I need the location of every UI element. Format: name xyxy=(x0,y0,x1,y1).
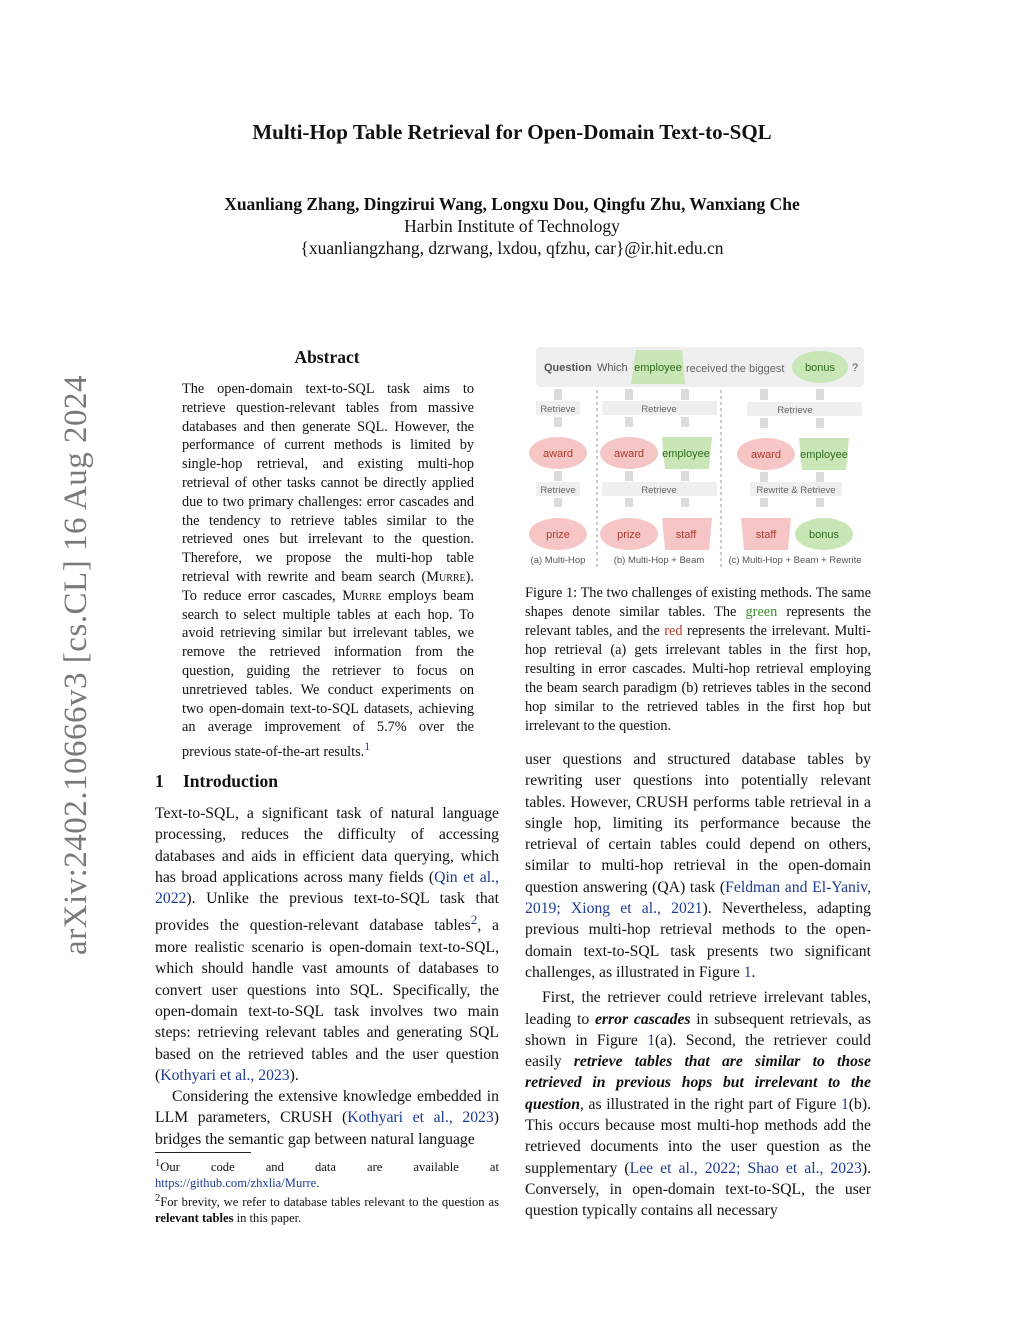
paragraph: Considering the extensive knowledge embedded in LLM parameters, CRUSH (Kothyari et al., 2023) bridges the semantic gap between natural language xyxy=(155,1088,499,1148)
figure-1 xyxy=(525,340,875,570)
method-name: Murre xyxy=(342,587,382,604)
abstract-body: The open-domain text-to-SQL task aims to retrieve question-relevant tables from massive databases and then generate SQL. However, the performance of current methods is limited by single-hop retrieval, and existing multi-hop retrieval of other tasks cannot be directly applied due to two primary challenges: error cascades and the tendency to retrieve tables similar to the retrieved ones but irrelevant to the question. Therefore, we propose the multi-hop table retrieval with rewrite and beam search (Murre). To reduce error cascades, Murre employs beam search to select multiple tables at each hop. To avoid retrieving similar but irrelevant tables, we remove the retrieved information from the question, guiding the retriever to focus on unretrieved tables. We conduct experiments on two open-domain text-to-SQL datasets, achieving an average improvement of 5.7% over the previous state-of-the-art results.$^1$ xyxy=(182,381,474,760)
svg-text:prize: prize xyxy=(617,529,641,541)
svg-text:Retrieve: Retrieve xyxy=(641,485,677,496)
subfigure-label-a: (a) Multi-Hop xyxy=(530,555,586,566)
paragraph: Text-to-SQL, a significant task of natural language processing, reduces the difficulty of accessing databases and aids in efficient data querying, which has broad applications across many fields (Qin et al., 2022). Unlike the previous text-to-SQL task that provides the question-relevant database tables$^2$, a more realistic scenario is open-domain text-to-SQL, which should handle vast amounts of databases to convert user questions into SQL. Specifically, the open-domain text-to-SQL task involves two main steps: retrieving relevant tables and generating SQL based on the retrieved tables and the user question (Kothyari et al., 2023). xyxy=(155,805,500,1084)
footnote-1: $^1$Our code and data are available at https://github.com/zhxlia/Murre. xyxy=(155,1158,499,1191)
footnote-divider xyxy=(155,1152,251,1153)
citation-link[interactable]: Kothyari et al., 2023 xyxy=(160,1066,290,1084)
figure-ref-link[interactable]: 1 xyxy=(647,1031,656,1049)
question-employee: employee xyxy=(634,362,682,374)
citation-link[interactable]: Qin et al., 2022 xyxy=(155,868,499,908)
paragraph: First, the retriever could retrieve irrelevant tables, leading to error cascades in subsequent retrievals, as shown in Figure 1(a). Second, the retriever could easily retrieve tables that are similar to those retrieved in previous hops but irrelevant to the question, as illustrated in the right part of Figure 1(b). This occurs because most multi-hop methods add the retrieved documents into the user question as the supplementary (Lee et al., 2022; Shao et al., 2023). Conversely, in open-domain text-to-SQL, the user question typically contains all necessary xyxy=(525,989,872,1220)
footnote-2: $^2$For brevity, we refer to database tables relevant to the question as relevant tables in this paper. xyxy=(155,1193,499,1226)
question-mark: ? xyxy=(852,362,859,374)
arrows-row-4 xyxy=(554,498,824,507)
abstract-heading: Abstract xyxy=(294,347,360,367)
code-link[interactable]: https://github.com/zhxlia/Murre xyxy=(155,1176,317,1191)
svg-text:award: award xyxy=(751,449,781,461)
method-name: Murre xyxy=(426,568,466,585)
citation-link[interactable]: Feldman and El-Yaniv, 2019; Xiong et al., 2021 xyxy=(525,878,871,918)
svg-text:Retrieve: Retrieve xyxy=(540,404,576,415)
figure-ref-link[interactable]: 1 xyxy=(840,1095,849,1113)
right-column-body xyxy=(525,749,871,1222)
question-word: Which xyxy=(597,362,628,374)
svg-text:Rewrite & Retrieve: Rewrite & Retrieve xyxy=(756,485,836,496)
figure-1-caption: Figure 1: The two challenges of existing methods. The same shapes denote similar tables. The green represents the relevant tables, and the red represents the irrelevant. Multi-hop retrieval (a) gets irrelevant tables in the first hop, resulting in error cascades. Multi-hop retrieval employing the beam search paradigm (b) retrieves tables in the second hop similar to the retrieved tables in the first hop but irrelevant to the question. xyxy=(525,585,871,734)
svg-text:Retrieve: Retrieve xyxy=(641,404,677,415)
svg-text:staff: staff xyxy=(755,529,777,541)
citation-link[interactable]: Kothyari et al., 2023 xyxy=(347,1109,494,1127)
introduction-body xyxy=(155,803,499,1150)
figure-ref-link[interactable]: 1 xyxy=(743,963,752,981)
svg-text:Retrieve: Retrieve xyxy=(777,405,813,416)
affiliation: Harbin Institute of Technology xyxy=(404,216,620,236)
paper-title: Multi-Hop Table Retrieval for Open-Domain Text-to-SQL xyxy=(252,120,772,144)
question-label: Question xyxy=(544,362,592,374)
arrows-row-2 xyxy=(554,417,824,428)
question-middle: received the biggest xyxy=(686,363,785,375)
section-heading-introduction: 1 Introduction xyxy=(155,771,278,791)
arrows-row-1 xyxy=(554,389,824,400)
paragraph: user questions and structured database tables by rewriting user questions into potentially relevant tables. However, CRUSH performs table retrieval in a single hop, limiting its performance because the retrieval of certain tables could depend on others, similar to multi-hop retrieval in the open-domain question answering (QA) task (Feldman and El-Yaniv, 2019; Xiong et al., 2021). Nevertheless, adapting previous multi-hop retrieval methods to the open-domain text-to-SQL task presents two significant challenges, as illustrated in Figure 1. xyxy=(525,751,871,981)
svg-text:Retrieve: Retrieve xyxy=(540,485,576,496)
footnote-mark[interactable]: 2 xyxy=(470,912,478,928)
question-bonus: bonus xyxy=(805,362,835,374)
subfigure-label-b: (b) Multi-Hop + Beam xyxy=(613,555,705,566)
author-list: Xuanliang Zhang, Dingzirui Wang, Longxu Dou, Qingfu Zhu, Wanxiang Che xyxy=(224,194,800,214)
svg-text:prize: prize xyxy=(546,529,570,541)
arxiv-identifier: arXiv:2402.10666v3 [cs.CL] 16 Aug 2024 xyxy=(58,375,94,955)
svg-text:award: award xyxy=(614,448,644,460)
svg-text:employee: employee xyxy=(800,449,848,461)
citation-link[interactable]: Lee et al., 2022; Shao et al., 2023 xyxy=(629,1159,862,1177)
arrows-row-3 xyxy=(554,471,824,482)
svg-text:staff: staff xyxy=(675,529,697,541)
author-emails: {xuanliangzhang, dzrwang, lxdou, qfzhu, car}@ir.hit.edu.cn xyxy=(300,238,724,258)
footnotes xyxy=(155,1156,499,1226)
subfigure-label-c: (c) Multi-Hop + Beam + Rewrite xyxy=(728,555,862,566)
svg-text:bonus: bonus xyxy=(809,529,839,541)
svg-text:employee: employee xyxy=(662,448,710,460)
footnote-mark[interactable]: 1 xyxy=(364,739,371,754)
svg-text:award: award xyxy=(543,448,573,460)
